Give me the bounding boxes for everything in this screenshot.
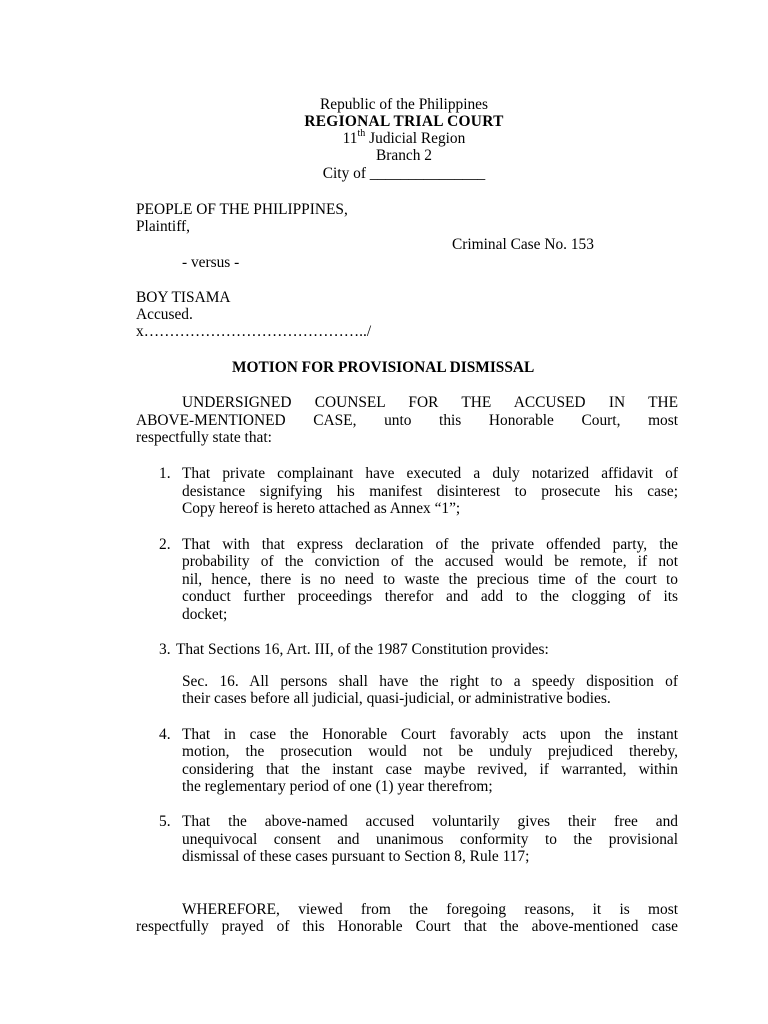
- item-5-line-1: That the above-named accused voluntarily gives their free and: [182, 813, 678, 830]
- item-2-line-4: conduct further proceedings therefor and add to the clogging of its: [182, 588, 678, 605]
- item-4-line-2: motion, the prosecution would not be unduly prejudiced thereby,: [182, 743, 678, 760]
- accused-role: Accused.: [136, 306, 193, 323]
- plaintiff-role: Plaintiff,: [136, 218, 191, 235]
- item-2-line-1: That with that express declaration of the private offended party, the: [182, 536, 678, 553]
- case-number: Criminal Case No. 153: [452, 236, 594, 253]
- header-court: REGIONAL TRIAL COURT: [304, 113, 504, 130]
- item-2-number: 2.: [159, 536, 171, 553]
- caption-separator: x……………………………………../: [136, 323, 372, 340]
- intro-line-2: ABOVE-MENTIONED CASE, unto this Honorable Court, most: [136, 412, 678, 429]
- item-5-number: 5.: [159, 813, 171, 830]
- header-branch: Branch 2: [376, 147, 432, 164]
- item-1-line-1: That private complainant have executed a duly notarized affidavit of: [182, 465, 678, 482]
- item-2-line-2: probability of the conviction of the accused would be remote, if not: [182, 553, 678, 570]
- item-3-line-1: That Sections 16, Art. III, of the 1987 Constitution provides:: [176, 641, 549, 658]
- prayer-line-2: respectfully prayed of this Honorable Court that the above-mentioned case: [136, 918, 678, 935]
- region-number: 11: [342, 130, 358, 147]
- region-text: Judicial Region: [365, 130, 466, 147]
- item-5-line-3: dismissal of these cases pursuant to Section 8, Rule 117;: [182, 848, 530, 865]
- intro-line-3: respectfully state that:: [136, 429, 272, 446]
- prayer-line-1: WHEREFORE, viewed from the foregoing reasons, it is most: [182, 901, 678, 918]
- quote-line-2: their cases before all judicial, quasi-judicial, or administrative bodies.: [182, 690, 611, 707]
- item-2-line-3: nil, hence, there is no need to waste the precious time of the court to: [182, 571, 678, 588]
- motion-title: MOTION FOR PROVISIONAL DISMISSAL: [232, 359, 535, 376]
- item-2-line-5: docket;: [182, 606, 228, 623]
- header-republic: Republic of the Philippines: [320, 96, 488, 113]
- item-3-number: 3.: [159, 641, 171, 658]
- item-5-line-2: unequivocal consent and unanimous conformity to the provisional: [182, 831, 678, 848]
- item-4-number: 4.: [159, 726, 171, 743]
- item-1-line-3: Copy hereof is hereto attached as Annex “1”;: [182, 500, 461, 517]
- region-suffix: th: [357, 127, 366, 139]
- quote-line-1: Sec. 16. All persons shall have the right to a speedy disposition of: [182, 673, 678, 690]
- intro-line-1: UNDERSIGNED COUNSEL FOR THE ACCUSED IN THE: [182, 394, 678, 411]
- item-4-line-4: the reglementary period of one (1) year therefrom;: [182, 778, 493, 795]
- item-1-number: 1.: [159, 465, 171, 482]
- item-4-line-3: considering that the instant case maybe revived, if warranted, within: [182, 761, 678, 778]
- item-4-line-1: That in case the Honorable Court favorably acts upon the instant: [182, 726, 678, 743]
- header-region: [0, 127, 768, 147]
- accused-name: BOY TISAMA: [136, 289, 231, 306]
- item-1-line-2: desistance signifying his manifest disinterest to prosecute his case;: [182, 483, 678, 500]
- versus: - versus -: [182, 254, 240, 271]
- plaintiff-name: PEOPLE OF THE PHILIPPINES,: [136, 201, 348, 218]
- header-city: City of _______________: [322, 165, 486, 182]
